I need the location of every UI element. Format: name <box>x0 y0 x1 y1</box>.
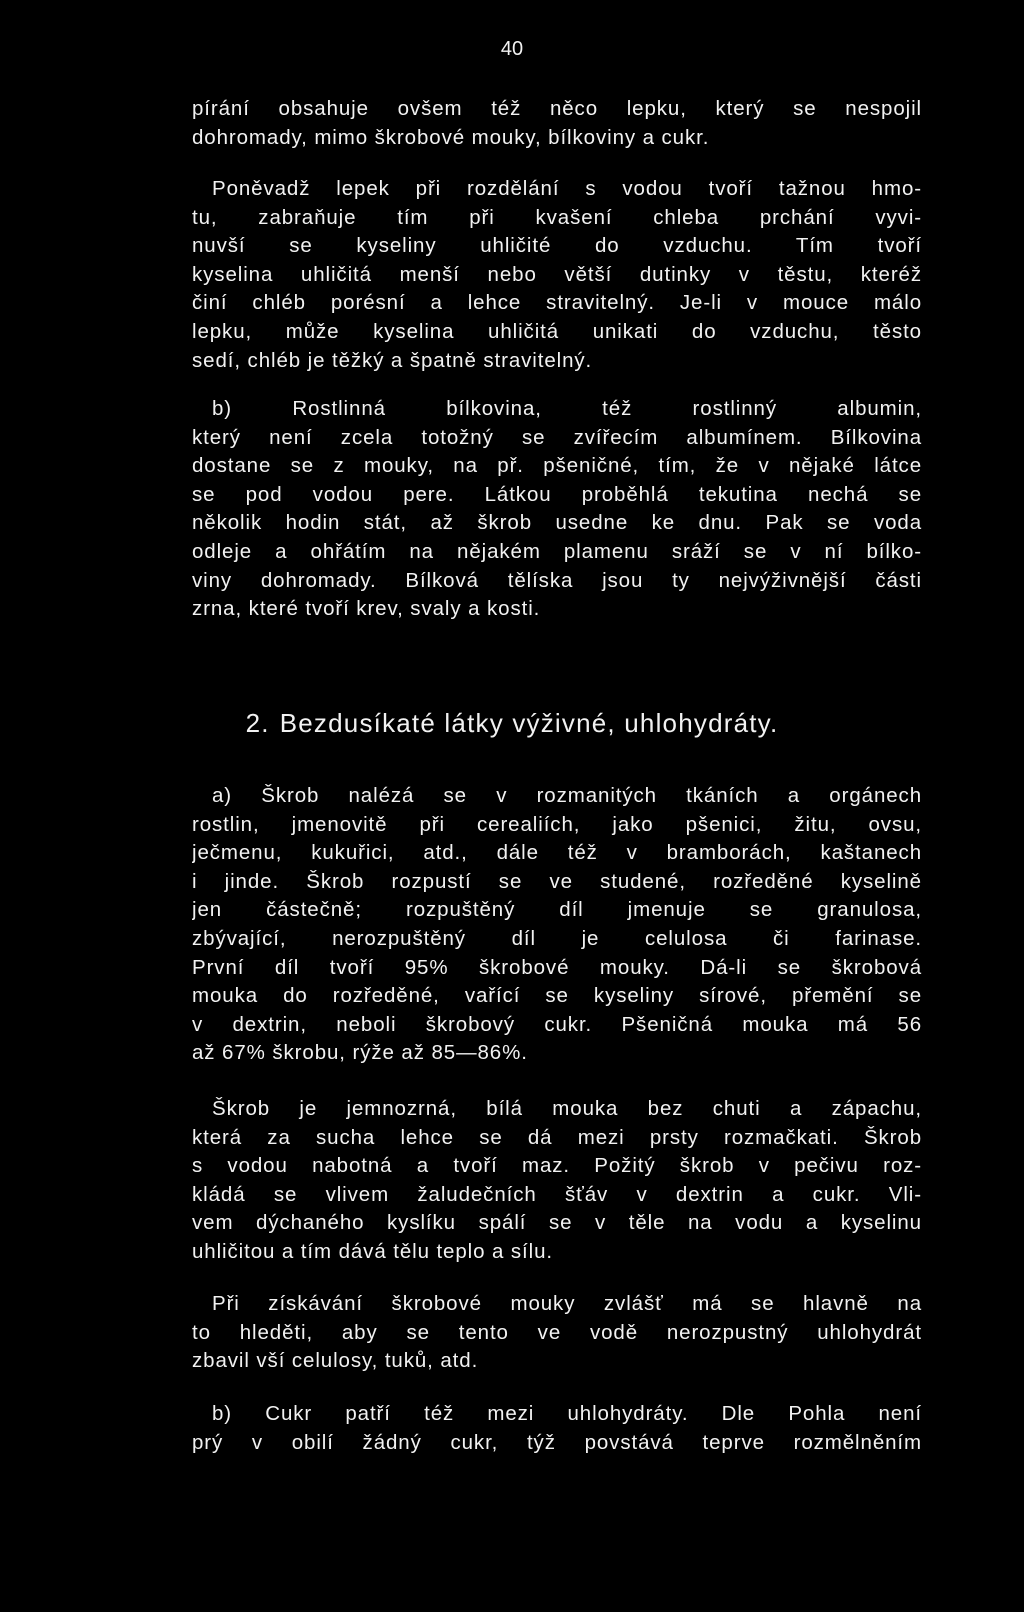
text-line: kyselina uhličitá menší nebo větší dutinky v těstu, kteréž <box>192 262 922 286</box>
section-number: 2. <box>245 708 270 738</box>
text-line: až 67% škrobu, rýže až 85—86%. <box>192 1041 528 1065</box>
text-line: se pod vodou pere. Látkou proběhlá tekutina nechá se <box>192 482 922 506</box>
text-line: b) Cukr patří též mezi uhlohydráty. Dle Pohla není <box>212 1402 922 1425</box>
paragraph <box>192 95 922 152</box>
paragraph <box>192 1095 922 1267</box>
text-line: kládá se vlivem žaludečních šťáv v dextrin a cukr. Vli- <box>192 1182 922 1206</box>
section-title: Bezdusíkaté látky výživné, uhlohydráty. <box>279 708 779 738</box>
text-line: dostane se z mouky, na př. pšeničné, tím, že v nějaké látce <box>192 454 922 478</box>
text-line: který není zcela totožný se zvířecím albumínem. Bílkovina <box>192 425 922 449</box>
text-line: lepku, může kyselina uhličitá unikati do vzduchu, těsto <box>192 319 922 343</box>
text-line: tu, zabraňuje tím při kvašení chleba prchání vyvi- <box>192 205 922 229</box>
text-line: nuvší se kyseliny uhličité do vzduchu. Tím tvoří <box>192 234 922 258</box>
text-line: odleje a ohřátím na nějakém plamenu sráží se v ní bílko- <box>192 539 922 563</box>
page-number: 40 <box>500 38 524 60</box>
paragraph <box>192 1400 922 1457</box>
text-line: uhličitou a tím dává tělu teplo a sílu. <box>192 1239 554 1263</box>
text-line: Poněvadž lepek při rozdělání s vodou tvoří tažnou hmo- <box>212 177 922 200</box>
text-line: zbývající, nerozpuštěný díl je celulosa či farinase. <box>192 926 922 950</box>
paragraph <box>192 395 922 624</box>
text-line: sedí, chléb je těžký a špatně stravitelný. <box>192 348 593 372</box>
text-line: činí chléb porésní a lehce stravitelný. Je-li v mouce málo <box>192 291 922 315</box>
paragraph <box>192 1290 922 1376</box>
text-line: ječmenu, kukuřici, atd., dále též v bramborách, kaštanech <box>192 841 922 865</box>
text-line: a) Škrob nalézá se v rozmanitých tkáních a orgánech <box>212 784 922 807</box>
text-line: vem dýchaného kyslíku spálí se v těle na vodu a kyselinu <box>192 1211 922 1235</box>
text-line: v dextrin, neboli škrobový cukr. Pšeničná mouka má 56 <box>192 1012 922 1036</box>
text-line: i jinde. Škrob rozpustí se ve studené, rozředěné kyselině <box>192 869 922 893</box>
text-line: pírání obsahuje ovšem též něco lepku, který se nespojil <box>192 97 922 120</box>
section-heading <box>0 708 1024 739</box>
text-line: mouka do rozředěné, vařící se kyseliny sírové, přemění se <box>192 984 922 1008</box>
text-line: zrna, které tvoří krev, svaly a kosti. <box>192 597 541 621</box>
text-line: rostlin, jmenovitě při cerealiích, jako pšenici, žitu, ovsu, <box>192 812 922 836</box>
text-line: dohromady, mimo škrobové mouky, bílkoviny a cukr. <box>192 125 710 149</box>
text-line: několik hodin stát, až škrob usedne ke dnu. Pak se voda <box>192 511 922 535</box>
paragraph <box>192 782 922 1068</box>
text-line: b) Rostlinná bílkovina, též rostlinný albumin, <box>212 397 922 420</box>
text-line: zbavil vší celulosy, tuků, atd. <box>192 1349 479 1373</box>
text-line: která za sucha lehce se dá mezi prsty rozmačkati. Škrob <box>192 1125 922 1149</box>
paragraph <box>192 175 922 375</box>
text-line: jen částečně; rozpuštěný díl jmenuje se granulosa, <box>192 898 922 922</box>
text-line: Škrob je jemnozrná, bílá mouka bez chuti a zápachu, <box>212 1097 922 1120</box>
text-line: prý v obilí žádný cukr, týž povstává teprve rozmělněním <box>192 1430 922 1454</box>
text-line: s vodou nabotná a tvoří maz. Požitý škrob v pečivu roz- <box>192 1154 922 1178</box>
text-line: viny dohromady. Bílková tělíska jsou ty nejvýživnější části <box>192 568 922 592</box>
text-line: První díl tvoří 95% škrobové mouky. Dá-li se škrobová <box>192 955 922 979</box>
text-line: to hleděti, aby se tento ve vodě nerozpustný uhlohydrát <box>192 1320 922 1344</box>
text-line: Při získávání škrobové mouky zvlášť má se hlavně na <box>212 1292 922 1315</box>
